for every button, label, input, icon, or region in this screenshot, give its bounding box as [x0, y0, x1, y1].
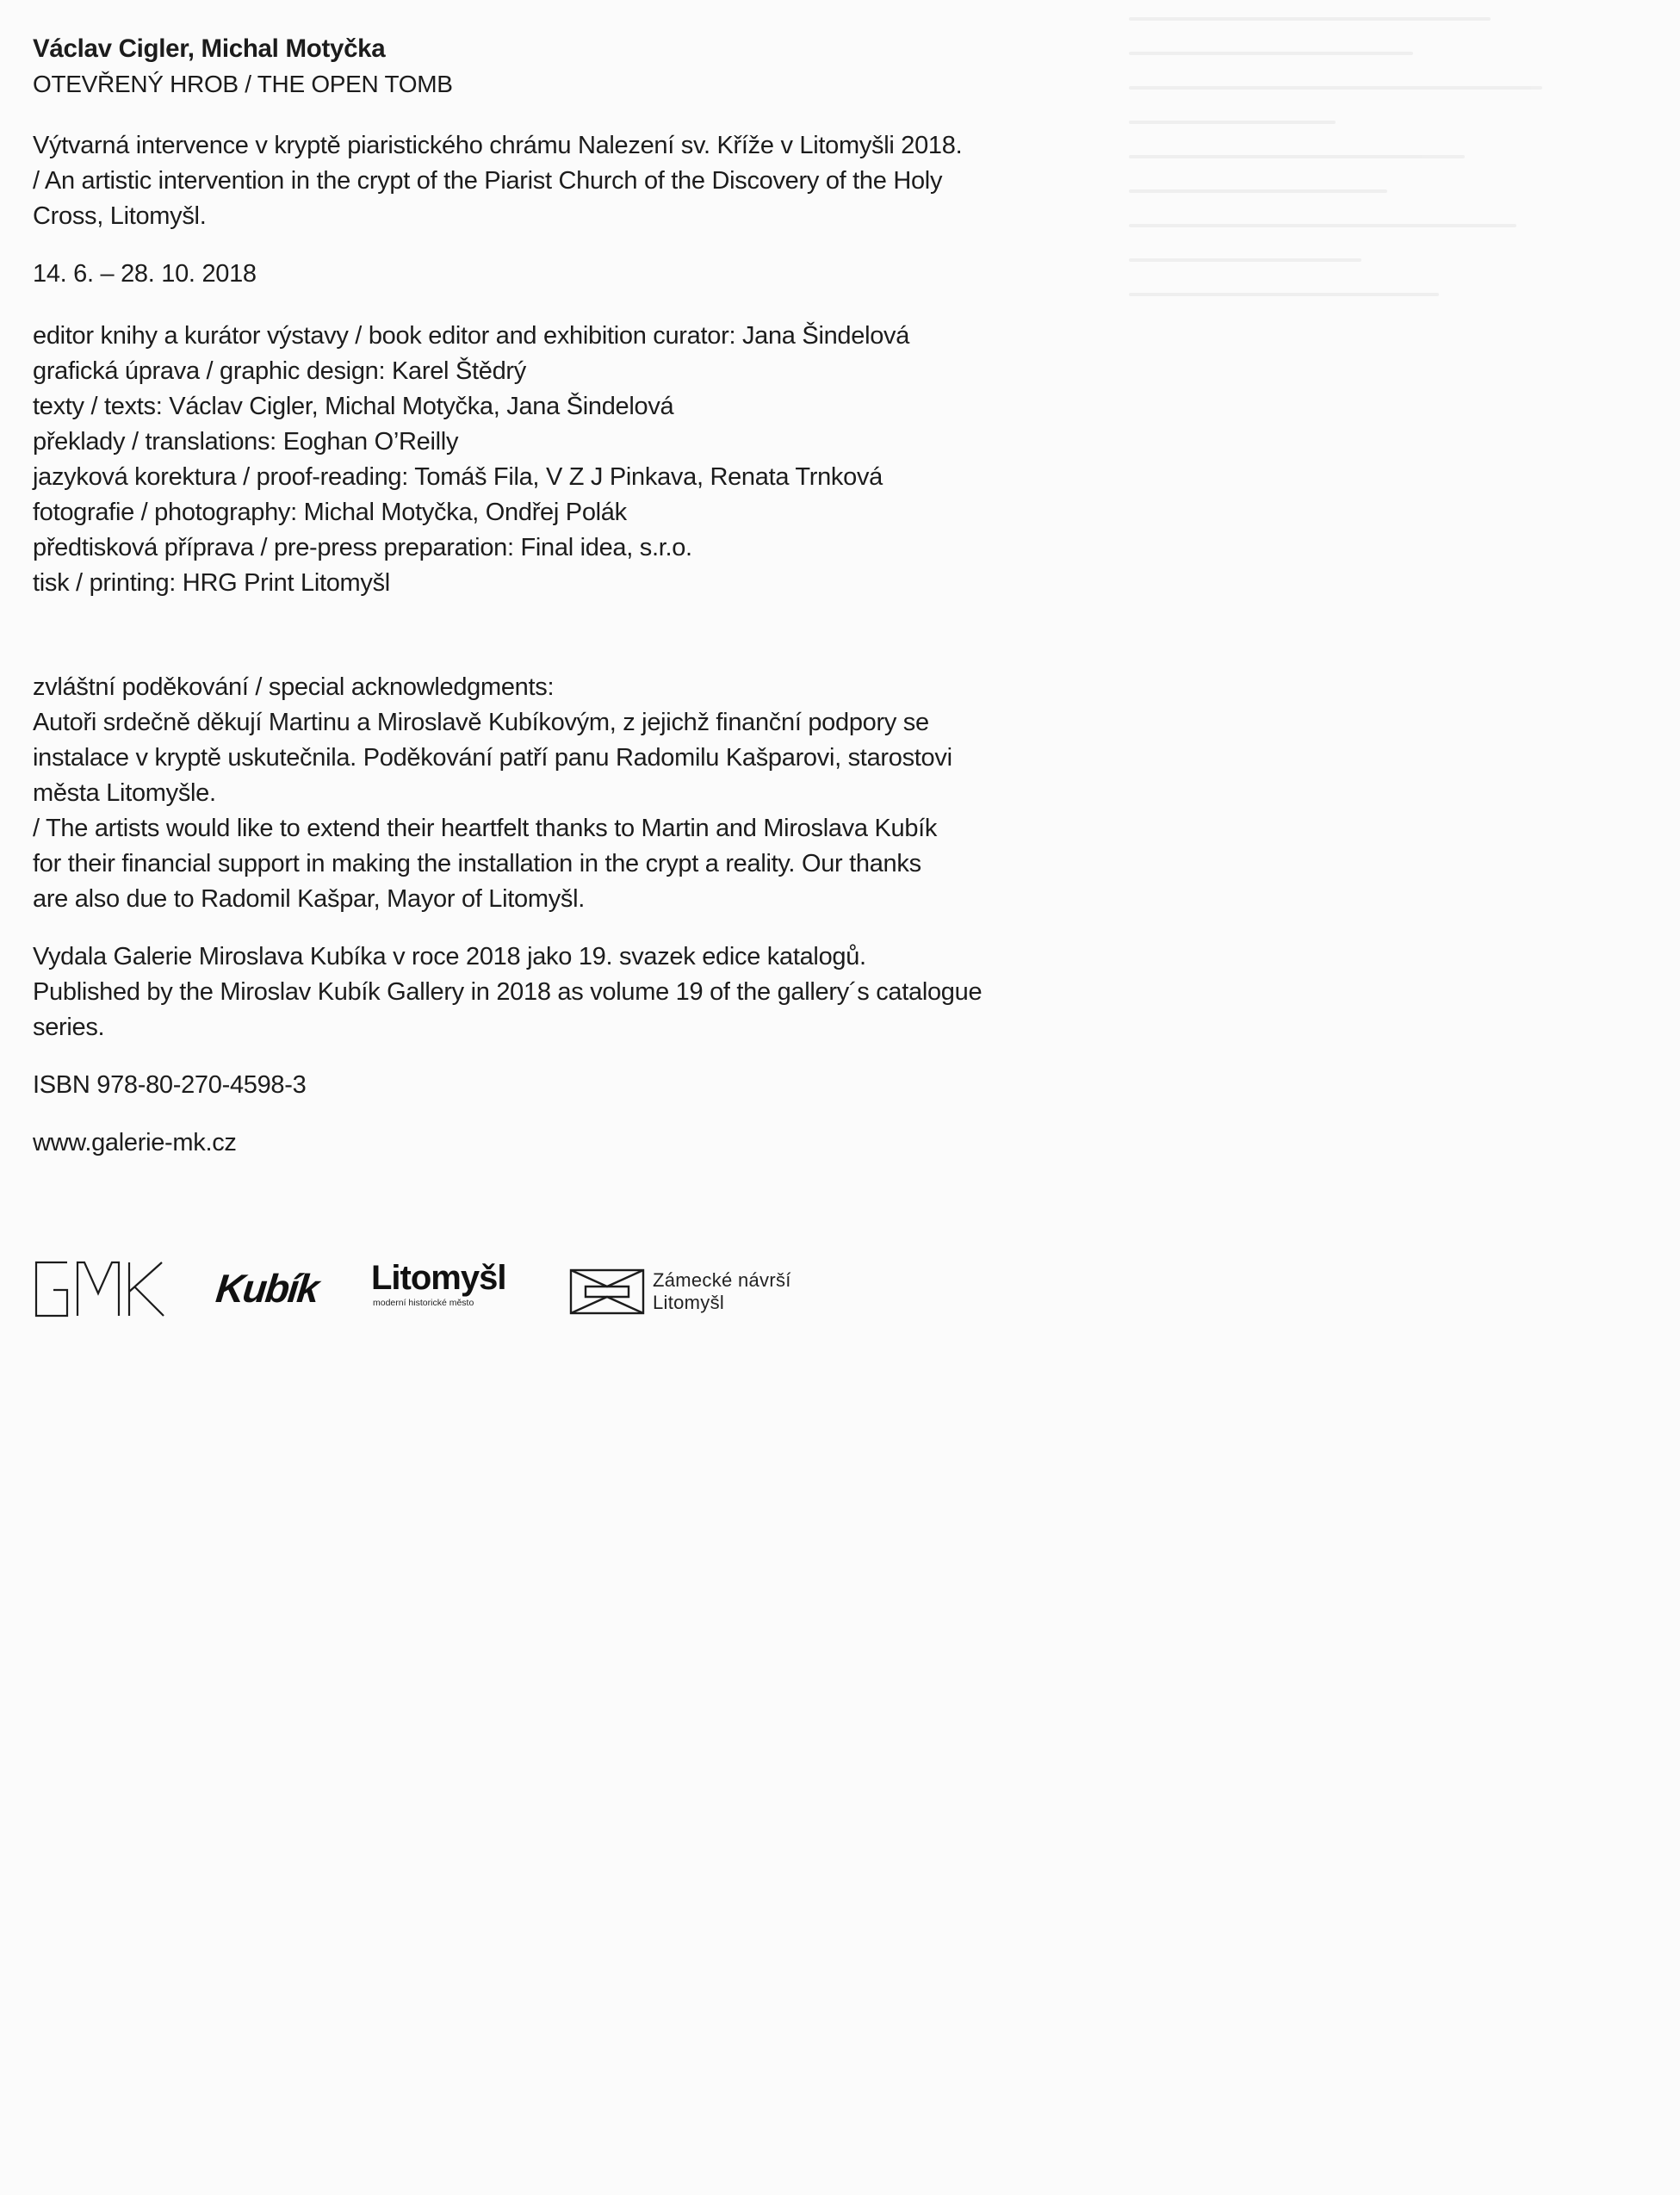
acknowledgment-line: for their financial support in making the installation in the crypt a reality. Our thanks	[33, 850, 921, 877]
credit-line: texty / texts: Václav Cigler, Michal Motyčka, Jana Šindelová	[33, 393, 674, 420]
gmk-logo	[33, 1259, 167, 1319]
description-line: / An artistic intervention in the crypt of the Piarist Church of the Discovery of the Holy	[33, 167, 943, 195]
book-title: OTEVŘENÝ HROB / THE OPEN TOMB	[33, 71, 453, 97]
colophon-page	[33, 31, 1204, 1161]
description	[33, 128, 1204, 234]
credits	[33, 319, 1204, 601]
litomysl-logo	[371, 1259, 505, 1309]
publisher-line: Vydala Galerie Miroslava Kubíka v roce 2018 jako 19. svazek edice katalogů.	[33, 943, 866, 970]
acknowledgment-line: instalace v kryptě uskutečnila. Poděkování patří panu Radomilu Kašparovi, starostovi	[33, 744, 952, 772]
credit-line: překlady / translations: Eoghan O’Reilly	[33, 428, 459, 456]
acknowledgment-line: / The artists would like to extend their heartfelt thanks to Martin and Miroslava Kubík	[33, 815, 938, 842]
credit-line: jazyková korektura / proof-reading: Tomáš Fila, V Z J Pinkava, Renata Trnková	[33, 463, 883, 491]
litomysl-logo-tagline: moderní historické město	[373, 1298, 474, 1308]
acknowledgments-heading: zvláštní poděkování / special acknowledgments:	[33, 673, 555, 701]
description-line: Cross, Litomyšl.	[33, 202, 207, 230]
website-link[interactable]: www.galerie-mk.cz	[33, 1129, 237, 1156]
publisher-note	[33, 939, 1204, 1045]
isbn: ISBN 978-80-270-4598-3	[33, 1071, 307, 1099]
acknowledgment-line: are also due to Radomil Kašpar, Mayor of Litomyšl.	[33, 885, 586, 913]
credit-line: grafická úprava / graphic design: Karel Štědrý	[33, 357, 526, 385]
credit-line: tisk / printing: HRG Print Litomyšl	[33, 569, 390, 597]
sponsor-logos	[33, 1259, 894, 1328]
description-line: Výtvarná intervence v kryptě piaristického chrámu Nalezení sv. Kříže v Litomyšli 2018.	[33, 132, 963, 159]
acknowledgments	[33, 670, 1204, 917]
exhibition-dates: 14. 6. – 28. 10. 2018	[33, 260, 257, 288]
acknowledgment-line: města Litomyšle.	[33, 779, 216, 807]
zamecke-navrsi-logo-text	[653, 1269, 791, 1314]
publisher-line: Published by the Miroslav Kubík Gallery in 2018 as volume 19 of the gallery´s catalogue	[33, 978, 983, 1006]
credit-line: předtisková příprava / pre-press preparation: Final idea, s.r.o.	[33, 534, 692, 561]
publisher-line: series.	[33, 1014, 105, 1041]
credit-line: editor knihy a kurátor výstavy / book editor and exhibition curator: Jana Šindelová	[33, 322, 910, 350]
zamecke-navrsi-line2: Litomyšl	[653, 1292, 725, 1313]
acknowledgment-line: Autoři srdečně děkují Martinu a Miroslavě Kubíkovým, z jejichž finanční podpory se	[33, 709, 929, 736]
credit-line: fotografie / photography: Michal Motyčka, Ondřej Polák	[33, 499, 627, 526]
kubik-logo: Kubík	[214, 1266, 320, 1311]
authors: Václav Cigler, Michal Motyčka	[33, 34, 386, 63]
litomysl-logo-name: Litomyšl	[371, 1259, 506, 1297]
show-through-background	[1129, 17, 1646, 878]
zamecke-navrsi-icon	[568, 1268, 646, 1316]
zamecke-navrsi-line1: Zámecké návrší	[653, 1269, 791, 1291]
